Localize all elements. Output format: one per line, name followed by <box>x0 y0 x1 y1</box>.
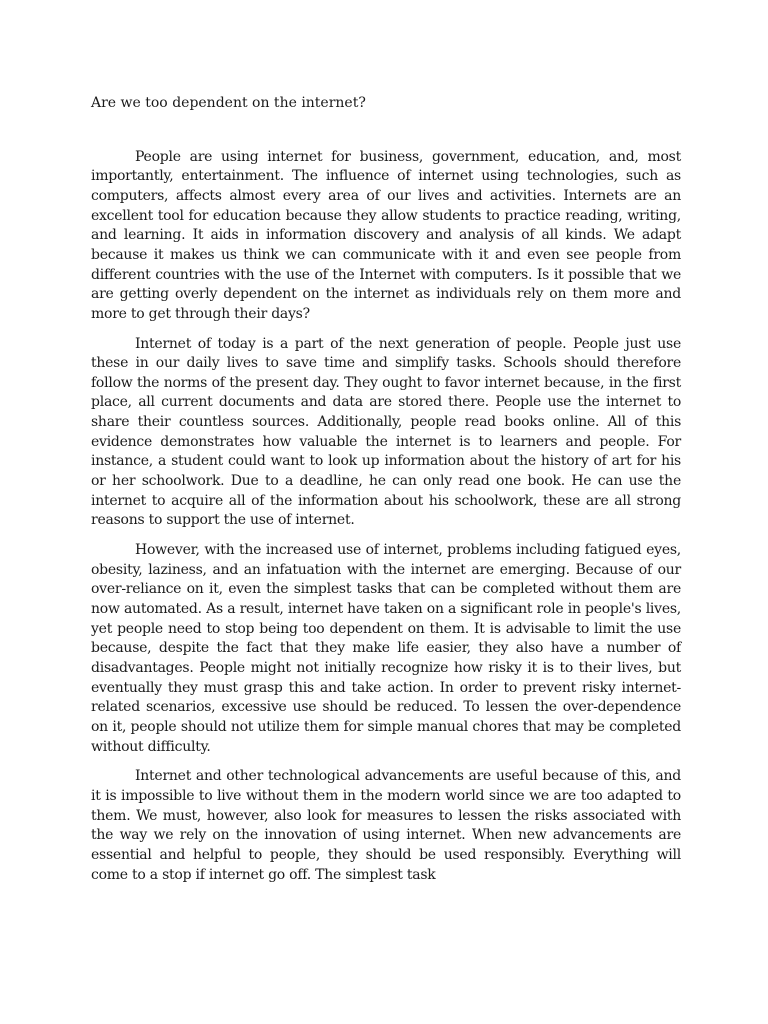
paragraph-4: Internet and other technological advancements are useful because of this, and it is impossible to live without them in the modern world since we are too adapted to them. We must, however, also look for measures to lessen the risks associated with the way we rely on the innovation of using internet. When new advancements are essential and helpful to people, they should be used responsibly. Everything will come to a stop if internet go off. The simplest task <box>91 768 681 883</box>
paragraph-2: Internet of today is a part of the next generation of people. People just use these in our daily lives to save time and simplify tasks. Schools should therefore follow the norms of the present day. They ought to favor internet because, in the first place, all current documents and data are stored there. People use the internet to share their countless sources. Additionally, people read books online. All of this evidence demonstrates how valuable the internet is to learners and people. For instance, a student could want to look up information about the history of art for his or her schoolwork. Due to a deadline, he can only read one book. He can use the internet to acquire all of the information about his schoolwork, these are all strong reasons to support the use of internet. <box>91 335 681 529</box>
paragraph-1: People are using internet for business, government, education, and, most importantly, entertainment. The influence of internet using technologies, such as computers, affects almost every area of our lives and activities. Internets are an excellent tool for education because they allow students to practice reading, writing, and learning. It aids in information discovery and analysis of all kinds. We adapt because it makes us think we can communicate with it and even see people from different countries with the use of the Internet with computers. Is it possible that we are getting overly dependent on the internet as individuals rely on them more and more to get through their days? <box>91 148 681 322</box>
document-title: Are we too dependent on the internet? <box>91 95 366 111</box>
paragraph-3: However, with the increased use of internet, problems including fatigued eyes, obesity, laziness, and an infatuation with the internet are emerging. Because of our over-reliance on it, even the simplest tasks that can be completed without them are now automated. As a result, internet have taken on a significant role in people's lives, yet people need to stop being too dependent on them. It is advisable to limit the use because, despite the fact that they make life easier, they also have a number of disadvantages. People might not initially recognize how risky it is to their lives, but eventually they must grasp this and take action. In order to prevent risky internet-related scenarios, excessive use should be reduced. To lessen the over-dependence on it, people should not utilize them for simple manual chores that may be completed without difficulty. <box>91 542 681 755</box>
